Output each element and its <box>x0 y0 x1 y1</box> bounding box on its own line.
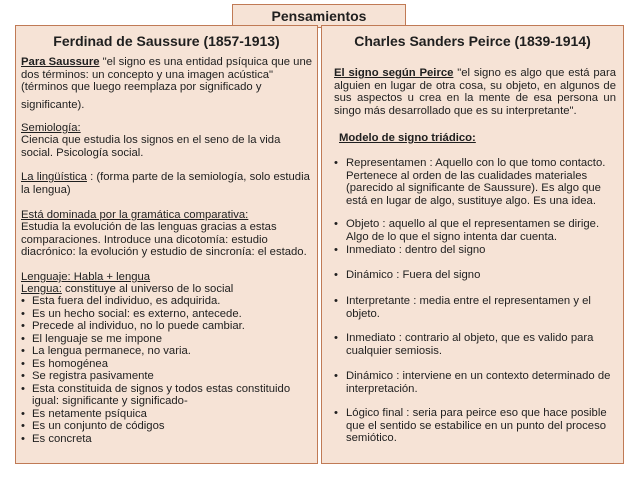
saussure-bullet-item <box>21 370 313 383</box>
bullet-icon: • <box>334 269 338 281</box>
saussure-heading: Ferdinad de Saussure (1857-1913) <box>53 33 280 49</box>
bullet-icon: • <box>334 370 338 382</box>
saussure-bullet-item <box>21 295 313 308</box>
peirce-intro <box>334 67 616 117</box>
saussure-bullet-item <box>21 420 313 433</box>
saussure-bullet-text: El lenguaje se me impone <box>32 332 162 345</box>
lengua-paragraph <box>21 283 313 296</box>
peirce-column <box>321 25 624 464</box>
bullet-icon: • <box>21 432 25 445</box>
bullet-icon: • <box>21 382 25 395</box>
peirce-bullet-item <box>334 295 616 320</box>
page-title: Pensamientos <box>232 4 406 28</box>
saussure-bullet-text: Precede al individuo, no lo puede cambiar. <box>32 320 245 332</box>
modelo-label: Modelo de signo triádico: <box>339 132 476 144</box>
semiologia-text: Ciencia que estudia los signos en el seno de la vida social. Psicología social. <box>21 134 281 159</box>
bullet-icon: • <box>334 157 338 169</box>
gramatica-text: Estudia la evolución de las lenguas gracias a estas comparaciones. Introduce una dicotomía: estudio diacrónico: la evolución y estudio de sincronía: el estado. <box>21 221 307 258</box>
bullet-icon: • <box>334 218 338 230</box>
bullet-icon: • <box>21 320 25 332</box>
saussure-bullet-text: Es netamente psíquica <box>32 407 147 420</box>
saussure-intro-label: Para Saussure <box>21 56 100 68</box>
saussure-bullet-item <box>21 383 313 408</box>
peirce-bullet-text: Dinámico : Fuera del signo <box>346 269 481 281</box>
linguistica-label: La lingüística <box>21 171 87 183</box>
saussure-bullet-text: Esta constituida de signos y todos estas constituido igual: significante y significado- <box>32 382 291 407</box>
peirce-bullet-text: Inmediato : dentro del signo <box>346 244 486 256</box>
linguistica-paragraph <box>21 171 313 196</box>
peirce-bullet-item <box>334 407 616 445</box>
bullet-icon: • <box>334 244 338 256</box>
peirce-bullet-text: Lógico final : seria para peirce eso que hace posible que el sentido se estabilice en un punto del proceso semiótico. <box>346 407 607 444</box>
peirce-heading: Charles Sanders Peirce (1839-1914) <box>354 33 591 49</box>
peirce-bullet-item <box>334 157 616 207</box>
peirce-bullet-item <box>334 244 616 257</box>
lenguaje-label: Lenguaje: Habla + lengua <box>21 271 151 283</box>
peirce-bullet-text: Representamen : Aquello con lo que tomo contacto. Pertenece al orden de las cualidades materiales (parecido al significante de Saussure). Es algo que está en lugar de algo, sustituye algo. Es una idea. <box>346 157 606 207</box>
saussure-intro-end: significante). <box>21 99 85 111</box>
saussure-bullet-item <box>21 308 313 321</box>
bullet-icon: • <box>21 370 25 382</box>
semiologia-label: Semiología: <box>21 122 81 134</box>
saussure-bullet-item <box>21 320 313 333</box>
saussure-bullet-text: Esta fuera del individuo, es adquirida. <box>32 295 221 307</box>
peirce-bullet-item <box>334 370 616 395</box>
peirce-intro-label: El signo según Peirce <box>334 67 454 79</box>
bullet-icon: • <box>21 332 25 345</box>
saussure-bullet-text: Es un conjunto de códigos <box>32 420 165 432</box>
saussure-bullet-text: Es concreta <box>32 432 92 445</box>
bullet-icon: • <box>21 295 25 307</box>
saussure-bullet-item <box>21 408 313 421</box>
bullet-icon: • <box>21 357 25 370</box>
peirce-bullet-text: Inmediato : contrario al objeto, que es valido para cualquier semiosis. <box>346 332 594 357</box>
bullet-icon: • <box>334 332 338 344</box>
saussure-bullet-item <box>21 433 313 446</box>
gramatica-label: Está dominada por la gramática comparativa: <box>21 209 249 221</box>
bullet-icon: • <box>334 295 338 307</box>
peirce-bullet-text: Interpretante : media entre el representamen y el objeto. <box>346 295 591 320</box>
saussure-bullet-text: Es homogénea <box>32 357 108 370</box>
bullet-icon: • <box>21 420 25 432</box>
peirce-bullet-item <box>334 332 616 357</box>
saussure-bullet-text: Se registra pasivamente <box>32 370 154 382</box>
saussure-bullet-text: Es un hecho social: es externo, antecede. <box>32 307 242 320</box>
saussure-intro <box>21 56 313 94</box>
peirce-bullet-text: Objeto : aquello al que el representamen se dirige. Algo de lo que el signo intenta dar cuenta. <box>346 218 600 243</box>
saussure-bullet-item <box>21 333 313 346</box>
lengua-text: constituye al universo de lo social <box>61 283 234 295</box>
bullet-icon: • <box>21 345 25 357</box>
peirce-intro-text: "el signo es algo que está para alguien en lugar de otra cosa, su objeto, en algunos de sus aspectos u crea en la mente de esa persona un singo más desarrollado que es su interpretante". <box>334 67 616 117</box>
saussure-bullet-item <box>21 345 313 358</box>
saussure-intro-text: "el signo es una entidad psíquica que une dos términos: un concepto y una imagen acústica" (términos que luego reemplaza por significado y <box>21 56 313 93</box>
linguistica-text: : (forma parte de la semiología, solo estudia la lengua) <box>21 171 310 196</box>
lengua-label: Lengua: <box>21 283 62 295</box>
peirce-bullet-item <box>334 218 616 243</box>
saussure-bullet-text: La lengua permanece, no varia. <box>32 345 191 357</box>
saussure-bullet-list <box>21 295 313 445</box>
peirce-bullet-text: Dinámico : interviene en un contexto determinado de interpretación. <box>346 370 611 395</box>
bullet-icon: • <box>21 307 25 320</box>
saussure-column <box>15 25 318 464</box>
peirce-bullet-item <box>334 269 616 282</box>
saussure-bullet-item <box>21 358 313 371</box>
bullet-icon: • <box>334 407 338 419</box>
bullet-icon: • <box>21 407 25 420</box>
